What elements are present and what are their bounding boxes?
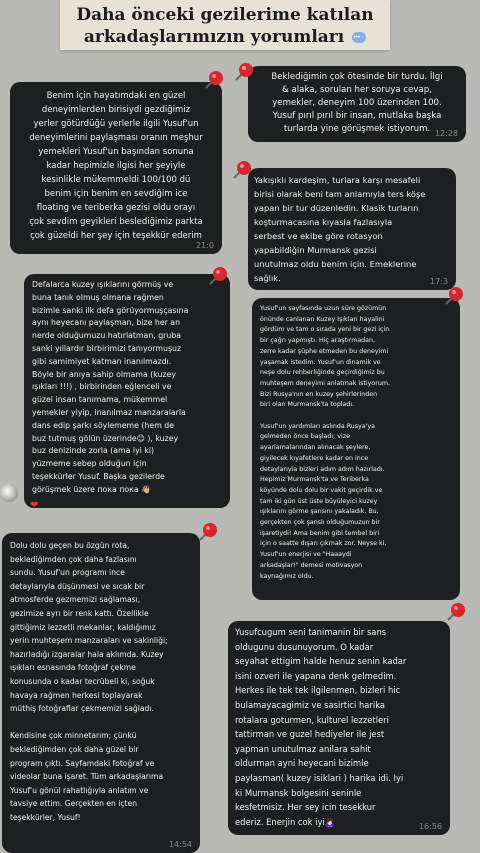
message-text-4: Defalarca kuzey ışıklarını görmüş ve buna tanık olmuş olmana rağmen bizimle sanki ilk defa görüyormuşçasına aynı heyecanı paylaşman, bize her an nerde olduğumuzu hatırlatman, gruba sanki yıllardır birbirimizi tanıyormuşuz gibi samimiyet katman inanılmazdı. Böyle bir anıya sahip olmama (kuzey ışıkları !!!) , birbirinden eğlenceli ve güzel insan tanımama, mükemmel yemekler yiyip, inanılmaz manzaralarla dans edip şarkı söylememe (hem de buz tutmuş gölün üzerinde😊 ), kuzey buz denizinde zorla (ama iyi ki) yüzmeme sebep olduğun için teşekkürler Yusuf. Başka gezilerde görüşmek üzere пока пока 👋🏼 — [32, 280, 189, 494]
message-time-1: 21:0 — [196, 241, 214, 250]
message-time-2: 12:28 — [434, 129, 458, 138]
message-time-3: 17:3 — [430, 277, 448, 286]
avatar[interactable] — [0, 484, 18, 502]
speech-bubble-icon — [352, 32, 366, 43]
message-time-7: 16:56 — [418, 822, 442, 831]
message-bubble-1 — [10, 82, 222, 254]
message-text-3: Yakışıklı kardeşim, turlara karşı mesafeli birisi olarak beni tam anlamıyla ters köşe yapan bir tur düzenledin. Klasik turların koşturmacasına kıyasla fazlasıyla serbest ve ekibe göre rotasyon yapabildiğin Murmansk gezisi unutulmaz oldu benim için. Emeklerine sağlık. — [254, 175, 426, 283]
message-bubble-6 — [2, 533, 200, 853]
message-bubble-3 — [248, 168, 456, 290]
title-line-2 — [60, 26, 390, 48]
message-time-6: 14:54 — [168, 840, 192, 849]
pushpin-icon — [200, 66, 228, 94]
message-text-5: Yusuf'un sayfasında uzun süre gözümün önünde canlanan Kuzey Işıkları hayalini gördüm ve tam o sırada yeni bir gezi için bir çağrı yapmıştı. Hiç araştırmadan, zerre kadar şüphe etmeden bu deneyimi yaşamak istedim. Yusuf'un dinamik ve neşe dolu rehberliğinde geçirdiğimiz bu muhteşem deneyimi anlatmak istiyorum. Bizi Rusya'nın en kuzey şehirlerinden biri olan Murmansk'ta topladı. Yusuf'un yardımları aslında Rusya'ya gelmeden önce başladı; vize ayarlamalarından alınacak şeylere, giyilecek kıyafetlere kadar en ince detaylarıyla bizleri adım adım hazırladı. Hepimiz Murmansk'ta ve Teriberka köyünde dolu dolu bir vakit geçirdik ve tam iki gün üst üste büyüleyici kuzey ışıklarını görme şansını yakaladık. Bu, gerçekten çok şanslı olduğumuzun bir işaretiydi! Ama benim gibi tembel biri için o saatte dışarı çıkmak zor. Neyse ki, Yusuf'un enerjisi ve "Haaaydi arkadaşlar!" demesi motivasyon kaynağımız oldu. — [260, 305, 390, 580]
pushpin-icon — [204, 262, 232, 290]
page-title — [60, 4, 390, 48]
message-text-1: Benim için hayatımdaki en güzel deneyimlerden birisiydi gezdiğimiz yerler götürdüğü yerlerle ilgili Yusuf'un deneyimlerini paylaşması oranın meşhur yemekleri Yusuf'un başından sonuna kadar hepimizle ilgisi her şeyiyle kesinlikle mükemmeldi 100/100 dü benim için benim en sevdiğim ice floating ve teriberka gezisi oldu orayı çok sevdim geyikleri beslediğimiz parkta çok güzeldi her şey için teşekkür ederim — [29, 91, 203, 241]
pushpin-icon — [230, 58, 258, 86]
title-line-1: Daha önceki gezilerime katılan — [76, 5, 374, 25]
pushpin-icon — [440, 282, 468, 310]
message-bubble-4 — [24, 274, 230, 508]
heart-reaction: ❤ — [30, 500, 39, 511]
message-bubble-5 — [252, 298, 460, 600]
message-text-2: Beklediğimin çok ötesinde bir turdu. İlgi & alaka, sorulan her soruya cevap, yemekler, deneyim 100 üzerinden 100. Yusuf pırıl pırıl bir insan, mutlaka başka turlarda yine görüşmek istiyorum. — [271, 72, 443, 134]
title-line-2-text: arkadaşlarımızın yorumları — [83, 27, 345, 47]
message-text-7: Yusufcugum seni tanimanin bir sans oldugunu dusunuyorum. O kadar seyahat ettigim halde henuz senin kadar isini ozveri ile yapana denk gelmedim. Herkes ile tek tek ilgilenmen, bizleri hic bulamayacagimiz ve sasirtici harika rotalara goturmen, kulturel lezzetleri tattirman ve guzel hediyeler ile jest yapman unutulmaz anilara sahit oldurman ayni heyecani bizimle paylasman( kuzey isiklari ) harika idi. Iyi ki Murmansk bolgesini seninle kesfetmisiz. Her sey icin tesekkur ederiz. Enerjin cok iyi🙇🏻‍♀️ — [235, 627, 407, 827]
message-text-6: Dolu dolu geçen bu özgün rota, beklediğimden çok daha fazlasını sundu. Yusuf'un programı ince detaylarıyla düşünmesi ve sıcak bir atmosferde gezmemizi sağlaması, gezimize ayrı bir renk kattı. Özellikle gittiğimiz lezzetli mekanlar, kaldığımız yerin muhteşem manzaraları ve sakinliği; hazırladığı izgaralar hala aklımda. Kuzey ışıkları esnasında fotoğraf çekme konusunda o kadar tecrübeli ki, soğuk havaya rağmen herkesi toplayarak müthiş fotoğraflar çekmemizi sağladı. Kendisine çok minnetarım; çünkü beklediğimden çok daha güzel bir program çıktı. Sayfamdaki fotoğraf ve videolar buna işaret. Tüm arkadaşlarıma Yusuf'u gönül rahatlığıyla anlatım ve tavsiye ettim. Gerçekten en içten teşekkürler, Yusuf! — [10, 541, 168, 822]
pushpin-icon — [194, 518, 222, 546]
pushpin-icon — [228, 156, 256, 184]
message-bubble-2 — [248, 66, 466, 142]
message-bubble-7 — [228, 621, 450, 835]
pushpin-icon — [442, 598, 470, 626]
